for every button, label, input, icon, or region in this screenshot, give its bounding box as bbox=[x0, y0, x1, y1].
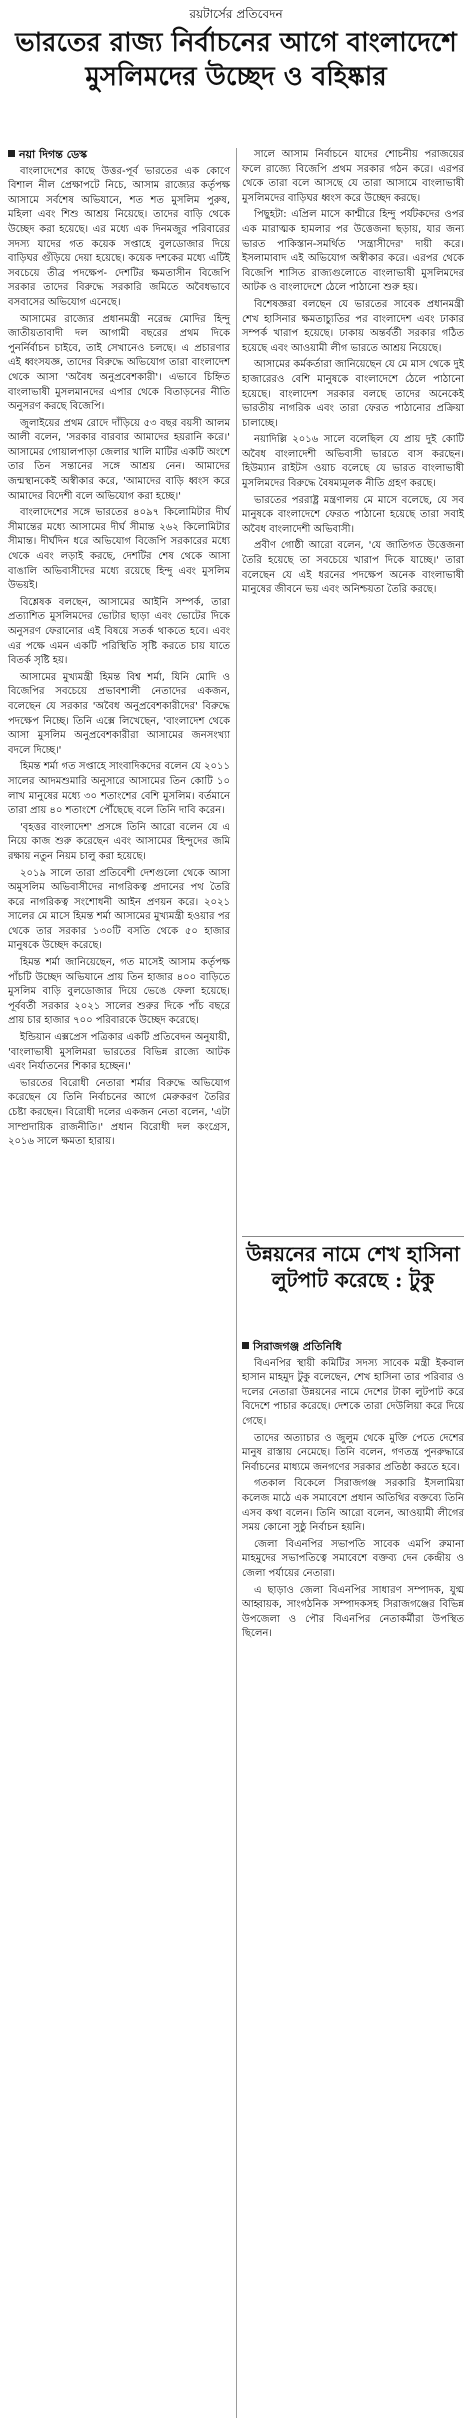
right-body-text bbox=[242, 148, 464, 598]
secondary-headline: উন্নয়নের নামে শেখ হাসিনা লুটপাট করেছে : টুকু bbox=[242, 1236, 464, 1293]
left-paragraph: জুলাইয়ের প্রথম রোদে দাঁড়িয়ে ৫৩ বছর বয়সী আলম আলী বলেন, 'সরকার বারবার আমাদের হয়রানি করে।' আসামের গোয়ালপাড়া জেলার খালি মাটির একটি অংশে তার তিন সন্তানের সঙ্গে আশ্রয় নেন। আমাদের জন্মস্থানকেই অস্বীকার করে, 'আমাদের বাড়ি ধ্বংস করে আমাদের বিদেশী বলে অভিযোগ করা হচ্ছে।' bbox=[8, 417, 230, 502]
article-headline: ভারতের রাজ্য নির্বাচনের আগে বাংলাদেশে মুসলিমদের উচ্ছেদ ও বহিষ্কার bbox=[15, 28, 457, 92]
left-paragraph: 'বৃহত্তর বাংলাদেশ' প্রসঙ্গে তিনি আরো বলেন যে এ নিয়ে কাজ শুরু করেছেন এবং আসামের হিন্দুদের জমি রক্ষায় নতুন নিয়ম চালু করা হয়েছে। bbox=[8, 821, 230, 862]
secondary-byline-text: সিরাজগঞ্জ প্রতিনিধি bbox=[253, 1340, 342, 1353]
column-divider bbox=[236, 148, 237, 2418]
article-byline bbox=[8, 148, 230, 163]
left-paragraph: আসামের রাজ্যের প্রধানমন্ত্রী নরেন্দ্র মোদির হিন্দু জাতীয়তাবাদী দল আগামী বছরের প্রথম দিকে পুনর্নির্বাচন চাইবে, তাই সেখানেও চলছে। এ প্রচারণার এই ধ্বংসযজ্ঞ, তাদের বিরুদ্ধে অভিযোগ তারা বাংলাদেশ থেকে আসা 'অবৈধ অনুপ্রবেশকারী'। এভাবে চিহ্নিত বাংলাভাষী মুসলমানদের এপার থেকে বিতাড়নের নীতি অনুসরণ করছে বিজেপি। bbox=[8, 313, 230, 413]
right-paragraph: বিশেষজ্ঞরা বলছেন যে ভারতের সাবেক প্রধানমন্ত্রী শেখ হাসিনার ক্ষমতাচ্যুতির পর বাংলাদেশ এবং ঢাকার সম্পর্ক খারাপ হয়েছে। ঢাকায় অন্তর্বর্তী সরকার গঠিত হয়েছে এবং আওয়ামী লীগ ভারতে আশ্রয় নিয়েছে। bbox=[242, 298, 464, 354]
secondary-byline bbox=[242, 1340, 464, 1355]
secondary-paragraph: বিএনপির স্থায়ী কমিটির সদস্য সাবেক মন্ত্রী ইকবাল হাসান মাহমুদ টুকু বলেছেন, শেখ হাসিনা তার পরিবার ও দলের নেতারা উন্নয়নের নামে দেশের টাকা লুটপাট করে বিদেশে পাচার করেছে। দেশকে তারা দেউলিয়া করে দিয়ে গেছে। bbox=[242, 1357, 464, 1427]
square-bullet-icon bbox=[242, 1342, 249, 1349]
left-body-text bbox=[8, 165, 230, 1150]
right-paragraph: পিছুহটা: এপ্রিল মাসে কাশ্মীরে হিন্দু পর্যটকদের ওপর এক মারাত্মক হামলার পর উত্তেজনা ছড়ায়, যার জন্য ভারত পাকিস্তান-সমর্থিত 'সন্ত্রাসীদের' দায়ী করে। ইসলামাবাদ এই অভিযোগ অস্বীকার করে। এরপর থেকে বিজেপি শাসিত রাজ্যগুলোতে বাংলাভাষী মুসলিমদের আটক ও বাংলাদেশে ঠেলে পাঠানো শুরু হয়। bbox=[242, 209, 464, 294]
left-paragraph: বাংলাদেশের সঙ্গে ভারতের ৪০৯৭ কিলোমিটার দীর্ঘ সীমান্তের মধ্যে আসামের দীর্ঘ সীমান্ত ২৬২ কিলোমিটার সীমান্ত। দীর্ঘদিন ধরে অভিযোগ বিজেপি সরকারের মধ্যে থেকে এবং লড়াই করছে, দেশটির শেষ থেকে আসা বাঙালি অভিবাসীদের মধ্যে রয়েছে হিন্দু এবং মুসলিম উভয়ই। bbox=[8, 507, 230, 592]
left-paragraph: হিমন্ত শর্মা গত সপ্তাহে সাংবাদিকদের বলেন যে ২০১১ সালের আদমশুমারি অনুসারে আসামের তিন কোটি ১০ লাখ মানুষের মধ্যে ৩০ শতাংশের বেশি মুসলিম। বর্তমানে তারা প্রায় ৪০ শতাংশে পৌঁছেছে বলে তিনি দাবি করেন। bbox=[8, 761, 230, 817]
secondary-paragraph: জেলা বিএনপির সভাপতি সাবেক এমপি রুমানা মাহমুদের সভাপতিত্বে সমাবেশে বক্তব্য দেন কেন্দ্রীয় ও জেলা পর্যায়ের নেতারা। bbox=[242, 1538, 464, 1579]
left-paragraph: ২০১৯ সালে তারা প্রতিবেশী দেশগুলো থেকে আসা অমুসলিম অভিবাসীদের নাগরিকত্ব প্রদানের পথ তৈরি করে নাগরিকত্ব সংশোধনী আইন প্রণয়ন করে। ২০২১ সালের মে মাসে হিমন্ত শর্মা আসামের মুখ্যমন্ত্রী হওয়ার পর থেকে তার সরকার ১৩০টি বসতি থেকে ৫০ হাজার মানুষকে উচ্ছেদ করেছে। bbox=[8, 867, 230, 952]
left-paragraph: বিশ্লেষক বলছেন, আসামের আইনি সম্পর্ক, তারা প্রত্যাশিত মুসলিমদের ভোটার ছাড়া এবং ভোটের দিকে অনুসরণ ফেরানোর এই বিষয়ে সতর্ক থাকতে হবে। এবং এর পক্ষে এমন একটি পরিস্থিতি সৃষ্টি করতে চায় যাতে বিতর্ক সৃষ্টি হয়। bbox=[8, 596, 230, 667]
right-paragraph: আসামের কর্মকর্তারা জানিয়েছেন যে মে মাস থেকে দুই হাজারেরও বেশি মানুষকে বাংলাদেশে ঠেলে পাঠানো হয়েছে। বাংলাদেশ সরকার বলছে তাদের অনেকেই ভারতীয় নাগরিক এবং তারা ফেরত পাঠানোর প্রক্রিয়া চালাচ্ছে। bbox=[242, 359, 464, 429]
secondary-paragraph: তাদের অত্যাচার ও জুলুম থেকে মুক্তি পেতে দেশের মানুষ রাস্তায় নেমেছে। তিনি বলেন, গণতন্ত্র পুনরুদ্ধারে নির্বাচনের মাধ্যমে জনগণের সরকার প্রতিষ্ঠা করতে হবে। bbox=[242, 1432, 464, 1473]
left-paragraph: ইন্ডিয়ান এক্সপ্রেস পত্রিকার একটি প্রতিবেদন অনুযায়ী, 'বাংলাভাষী মুসলিমরা ভারতের বিভিন্ন রাজ্যে আটক এবং নির্যাতনের শিকার হচ্ছেন।' bbox=[8, 1032, 230, 1073]
secondary-article-column bbox=[242, 1340, 464, 1644]
left-paragraph: বাংলাদেশের কাছে উত্তর-পূর্ব ভারতের এক কোণে বিশাল নীল প্রেক্ষাপটে নিচে, আসাম রাজ্যের কর্তৃপক্ষ আসামে সর্বশেষ অভিযানে, শত শত মুসলিম পুরুষ, মহিলা এবং শিশু আশ্রয় নিয়েছে। তাদের বাড়ি থেকে উচ্ছেদ করা হয়েছে। এর মধ্যে এক দিনমজুর পরিবারের সদস্য যাদের গত কয়েক সপ্তাহে বুলডোজার দিয়ে বাড়িঘর গুঁড়িয়ে দেয়া হয়েছে। কয়েক দশকের মধ্যে এটিই সবচেয়ে তীব্র পদক্ষেপ- দেশটির ক্ষমতাসীন বিজেপি সরকার তাদের বিরুদ্ধে সরকারি জমিতে অবৈধভাবে বসবাসের অভিযোগ এনেছে। bbox=[8, 165, 230, 308]
right-paragraph: ভারতের পররাষ্ট্র মন্ত্রণালয় মে মাসে বলেছে, যে সব মানুষকে বাংলাদেশে ফেরত পাঠানো হয়েছে তারা সবাই অবৈধ বাংলাদেশী অভিবাসী। bbox=[242, 494, 464, 535]
square-bullet-icon bbox=[8, 150, 15, 157]
left-paragraph: আসামের মুখ্যমন্ত্রী হিমন্ত বিশ্ব শর্মা, যিনি মোদি ও বিজেপির সবচেয়ে প্রভাবশালী নেতাদের একজন, বলেছেন যে সরকার 'অবৈধ অনুপ্রবেশকারীদের' বিরুদ্ধে পদক্ষেপ নিচ্ছে। তিনি এক্সে লিখেছেন, 'বাংলাদেশ থেকে আসা মুসলিম অনুপ্রবেশকারীরা আসামের জনসংখ্যা বদলে দিচ্ছে।' bbox=[8, 671, 230, 756]
right-paragraph: প্রবীণ গোষ্ঠী আরো বলেন, 'যে জাতিগত উত্তেজনা তৈরি হয়েছে তা সবচেয়ে খারাপ দিকে যাচ্ছে।' তারা বলেছেন যে এই ধরনের পদক্ষেপ অনেক বাংলাভাষী মানুষের জীবনে ভয় এবং অনিশ্চয়তা তৈরি করছে। bbox=[242, 540, 464, 596]
secondary-paragraph: গতকাল বিকেলে সিরাজগঞ্জ সরকারি ইসলামিয়া কলেজ মাঠে এক সমাবেশে প্রধান অতিথির বক্তব্যে তিনি এসব কথা বলেন। তিনি আরো বলেন, আওয়ামী লীগের সময় কোনো সুষ্ঠু নির্বাচন হয়নি। bbox=[242, 1478, 464, 1534]
right-paragraph: সালে আসাম নির্বাচনে যাদের শোচনীয় পরাজয়ের ফলে রাজ্যে বিজেপি প্রথম সরকার গঠন করে। এরপর থেকে তারা বলে আসছে যে তারা আসামে বাংলাভাষী মুসলিমদের বাড়িঘর ধ্বংস করে উচ্ছেদ করছে। bbox=[242, 149, 464, 204]
left-paragraph: হিমন্ত শর্মা জানিয়েছেন, গত মাসেই আসাম কর্তৃপক্ষ পাঁচটি উচ্ছেদ অভিযানে প্রায় তিন হাজার ৪০০ বাড়িতে মুসলিম বাড়ি বুলডোজার দিয়ে ভেঙে ফেলা হয়েছে। পূর্ববর্তী সরকার ২০২১ সালের শুরুর দিকে পাঁচ বছরে প্রায় চার হাজার ৭০০ পরিবারকে উচ্ছেদ করেছে। bbox=[8, 957, 230, 1027]
secondary-paragraph: এ ছাড়াও জেলা বিএনপির সাধারণ সম্পাদক, যুগ্ম আহ্বায়ক, সাংগঠনিক সম্পাদকসহ সিরাজগঞ্জের বিভিন্ন উপজেলা ও পৌর বিএনপির নেতাকর্মীরা উপস্থিত ছিলেন। bbox=[242, 1584, 464, 1640]
left-column bbox=[8, 148, 230, 1152]
secondary-body-text bbox=[242, 1357, 464, 1642]
left-paragraph: ভারতের বিরোধী নেতারা শর্মার বিরুদ্ধে অভিযোগ করেছেন যে তিনি নির্বাচনের আগে মেরুকরণ তৈরির চেষ্টা করছেন। বিরোধী দলের একজন নেতা বলেন, 'এটা সাম্প্রদায়িক রাজনীতি।' প্রধান বিরোধী দল কংগ্রেস, ২০১৬ সালে ক্ষমতা হারায়। bbox=[8, 1077, 230, 1148]
article-kicker: রয়টার্সের প্রতিবেদন bbox=[189, 7, 283, 21]
right-paragraph: নয়াদিল্লি ২০১৬ সালে বলেছিল যে প্রায় দুই কোটি অবৈধ বাংলাদেশী অভিবাসী ভারতে বাস করছেন। হিউম্যান রাইটস ওয়াচ বলেছে যে ভারত বাংলাভাষী মুসলিমদের বিরুদ্ধে বৈষম্যমূলক নীতি গ্রহণ করছে। bbox=[242, 434, 464, 490]
right-column bbox=[242, 148, 464, 600]
byline-text: নয়া দিগন্ত ডেস্ক bbox=[19, 148, 88, 161]
